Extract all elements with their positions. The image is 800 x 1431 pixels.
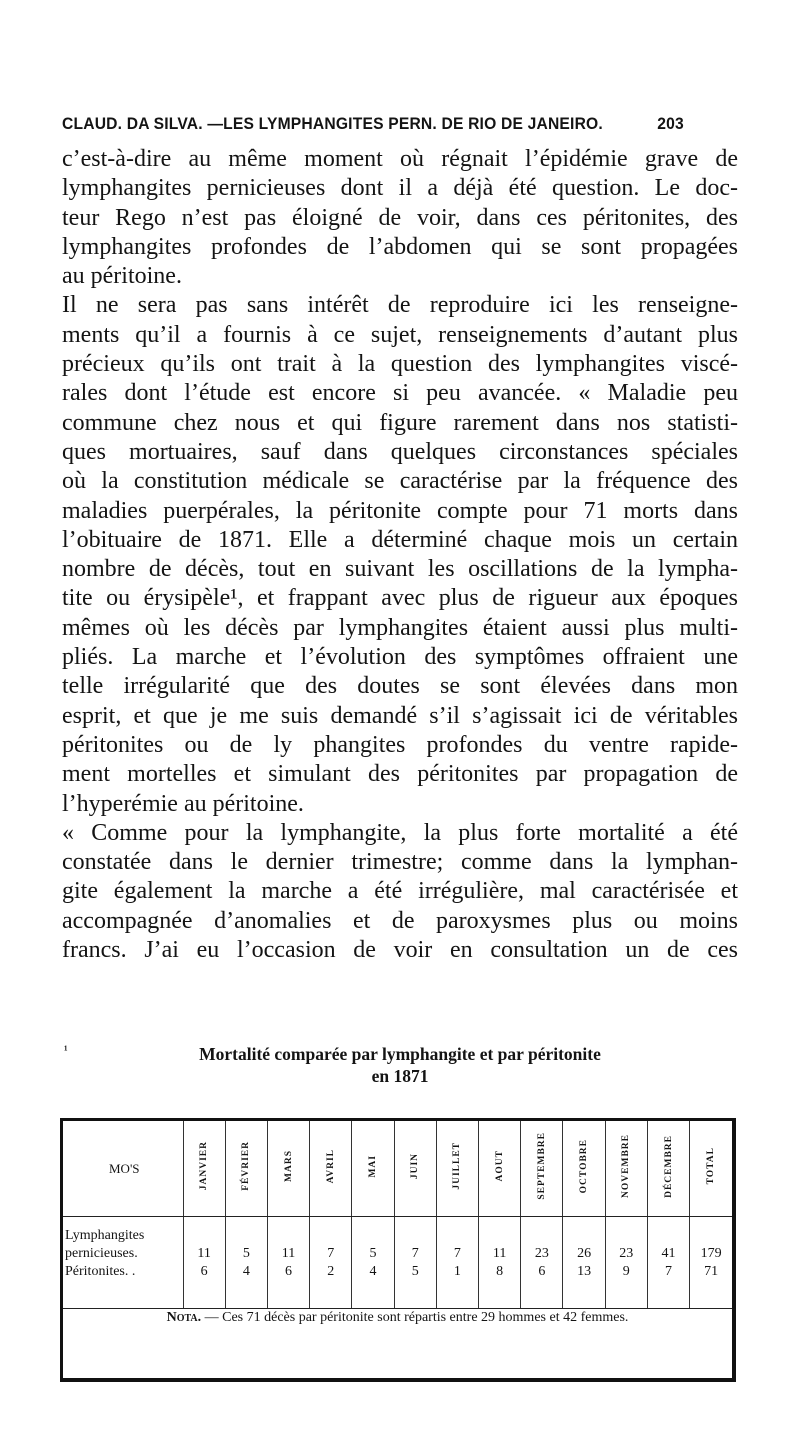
table-cell: 7 (647, 1263, 689, 1281)
text-line: « Comme pour la lymphangite, la plus forte mortalité a été (62, 819, 738, 846)
mortality-table (60, 1118, 736, 1382)
text-line: constatée dans le dernier trimestre; comme dans la lymphan- (62, 849, 738, 876)
text-line: commune chez nous et qui figure rarement dans nos statisti- (62, 409, 738, 436)
table-cell: 23 (605, 1245, 647, 1263)
footnote-title-line: Mortalité comparée par lymphangite et par péritonite (199, 1044, 601, 1064)
table-cell: 23 (521, 1245, 563, 1263)
text-line: ment mortelles et simulant des péritonites par propagation de (62, 761, 738, 788)
column-header (690, 1121, 732, 1217)
column-header (479, 1121, 521, 1217)
text-line: rales dont l’étude est encore si peu avancée. « Maladie peu (62, 380, 738, 407)
table-cell: 13 (563, 1263, 605, 1281)
column-header-mois: MO'S (63, 1121, 183, 1217)
text-line: maladies puerpérales, la péritonite compte pour 71 morts dans (62, 497, 738, 524)
text-line: teur Rego n’est pas éloigné de voir, dans ces péritonites, des (62, 204, 738, 231)
text-line: accompagnée d’anomalies et de paroxysmes plus ou moins (62, 907, 738, 934)
table-cell: 41 (647, 1245, 689, 1263)
table-row (63, 1245, 732, 1263)
table-note (63, 1309, 732, 1328)
column-header-label: OCTOBRE (579, 1138, 590, 1194)
text-line: c’est-à-dire au même moment où régnait l’épidémie grave de (62, 146, 738, 172)
row-label: pernicieuses. (65, 1246, 138, 1261)
table-cell: 71 (690, 1263, 732, 1281)
page-number: 203 (657, 114, 684, 133)
column-header-label: JANVIER (199, 1141, 210, 1191)
text-line: pliés. La marche et l’évolution des symptômes offraient une (62, 644, 738, 671)
text-line: ques mortuaires, sauf dans quelques circonstances spéciales (62, 438, 738, 465)
table-cell: 179 (690, 1245, 732, 1263)
table-cell: 5 (352, 1245, 394, 1263)
row-label: Péritonites. . (65, 1264, 136, 1279)
footnote-title (62, 1043, 738, 1087)
text-line: lymphangites pernicieuses dont il a déjà été question. Le doc- (62, 175, 738, 202)
text-line: l’hyperémie au péritoine. (62, 790, 304, 817)
column-header (436, 1121, 478, 1217)
table-row (63, 1263, 732, 1281)
text-line: précieux qu’ils ont trait à la question des lymphangites viscé- (62, 351, 738, 378)
column-header (521, 1121, 563, 1217)
column-header (394, 1121, 436, 1217)
column-header-label: MARS (283, 1150, 294, 1182)
column-header-label: DÉCEMBRE (663, 1134, 674, 1198)
footnote-mark: ¹ (64, 1043, 68, 1057)
table-cell: 26 (563, 1245, 605, 1263)
table-row-label (63, 1227, 732, 1245)
row-label: Lymphangites (65, 1228, 145, 1243)
table-header-row (63, 1121, 732, 1217)
text-line: mêmes où les décès par lymphangites étaient aussi plus multi- (62, 614, 738, 641)
column-header-label: AOUT (494, 1150, 505, 1182)
column-header-label: NOVEMBRE (621, 1134, 632, 1198)
text-line: francs. J’ai eu l’occasion de voir en consultation un de ces (62, 937, 738, 964)
table-cell: 9 (605, 1263, 647, 1281)
table-cell: 7 (436, 1245, 478, 1263)
column-header (225, 1121, 267, 1217)
column-header (605, 1121, 647, 1217)
table-cell: 1 (436, 1263, 478, 1281)
column-header (647, 1121, 689, 1217)
table-cell: 11 (479, 1245, 521, 1263)
nota-text: — Ces 71 décès par péritonite sont répartis entre 29 hommes et 42 femmes. (204, 1310, 629, 1325)
table-spacer (63, 1281, 732, 1309)
table-cell: 6 (521, 1263, 563, 1281)
column-header-label: TOTAL (706, 1147, 717, 1185)
table-spacer (63, 1217, 732, 1228)
text-line: péritonites ou de ly phangites profondes du ventre rapide- (62, 731, 738, 758)
table-cell: 6 (183, 1263, 225, 1281)
column-header-label: JUILLET (452, 1142, 463, 1190)
footnote-title-year: en 1871 (371, 1066, 429, 1086)
text-line: Il ne sera pas sans intérêt de reproduire ici les renseigne- (62, 292, 738, 319)
text-line: esprit, et que je me suis demandé s’il s’agissait ici de véritables (62, 702, 738, 729)
column-header-label: AVRIL (325, 1148, 336, 1184)
text-line: gite également la marche a été irrégulière, mal caractérisée et (62, 878, 738, 905)
text-line: au péritoine. (62, 263, 182, 290)
table-cell: 11 (183, 1245, 225, 1263)
table-cell: 7 (310, 1245, 352, 1263)
text-line: l’obituaire de 1871. Elle a déterminé chaque mois un certain (62, 526, 738, 553)
text-line: telle irrégularité que des doutes se sont élevées dans mon (62, 673, 738, 700)
table-cell: 8 (479, 1263, 521, 1281)
column-header-label: JUIN (410, 1152, 421, 1180)
table-cell: 2 (310, 1263, 352, 1281)
table-cell: 5 (225, 1245, 267, 1263)
table-cell: 11 (267, 1245, 309, 1263)
text-line: ments qu’il a fournis à ce sujet, renseignements d’autant plus (62, 321, 738, 348)
column-header (563, 1121, 605, 1217)
body-text (62, 145, 738, 965)
text-line: lymphangites profondes de l’abdomen qui se sont propagées (62, 233, 738, 260)
column-header (352, 1121, 394, 1217)
table-cell: 4 (352, 1263, 394, 1281)
column-header (310, 1121, 352, 1217)
column-header-label: MAI (367, 1154, 378, 1178)
column-header (267, 1121, 309, 1217)
nota-label: Nota. (166, 1310, 202, 1325)
table-cell: 5 (394, 1263, 436, 1281)
column-header-label: SEPTEMBRE (536, 1132, 547, 1200)
table-cell: 6 (267, 1263, 309, 1281)
text-line: où la constitution médicale se caractérise par la fréquence des (62, 468, 738, 495)
running-title: CLAUD. DA SILVA. —LES LYMPHANGITES PERN. DE RIO DE JANEIRO. (62, 114, 603, 133)
running-header (62, 114, 684, 134)
table-cell: 4 (225, 1263, 267, 1281)
text-line: tite ou érysipèle¹, et frappant avec plus de rigueur aux époques (62, 585, 738, 612)
text-line: nombre de décès, tout en suivant les oscillations de la lympha- (62, 556, 738, 583)
column-header (183, 1121, 225, 1217)
table-cell: 7 (394, 1245, 436, 1263)
column-header-label: FÉVRIER (241, 1141, 252, 1191)
